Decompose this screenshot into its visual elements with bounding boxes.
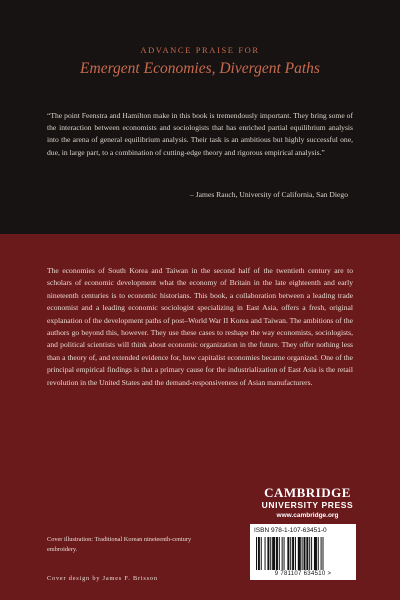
cover-design-credit: Cover design by James F. Brisson [47, 575, 158, 582]
book-title: Emergent Economies, Divergent Paths [80, 60, 320, 77]
quote-attribution: – James Rauch, University of California, San Diego [190, 190, 348, 199]
barcode-icon [254, 537, 352, 570]
isbn-text: ISBN 978-1-107-63451-0 [254, 527, 327, 534]
barcode-panel [250, 524, 356, 580]
praise-panel [0, 0, 400, 234]
praise-quote: “The point Feenstra and Hamilton make in this book is tremendously important. They bring some of the interaction between economists and sociologists that has enriched partial equilibrium analysis into the arena of general equilibrium analysis. Their task is an ambitious but highly successful one, due, in large part, to a combination of cutting-edge theory and rigorous empirical analysis.” [47, 111, 353, 157]
publisher-subtitle: UNIVERSITY PRESS [261, 500, 354, 510]
praise-label: ADVANCE PRAISE FOR [140, 45, 260, 55]
book-description: The economies of South Korea and Taiwan in the second half of the twentieth century are to scholars of economic development what the economy of Britain in the late eighteenth and early nineteenth centuries is to economic historians. This book, a collaboration between a leading trade economist and a leading economic sociologist specializing in East Asia, offers a fresh, original explanation of the development paths of post–World War II Korea and Taiwan. The ambitions of the authors go beyond this, however. They use these cases to reshape the way economists, sociologists, and political scientists will think about economic organization in the future. They offer nothing less than a theory of, and extended evidence for, how capitalist economies became organized. One of the principal empirical findings is that a primary cause for the industrialization of East Asia is the retail revolution in the United States and the demand-responsiveness of Asian manufacturers. [47, 266, 353, 387]
publisher-logo [250, 486, 365, 520]
barcode-digits: 9 781107 634510 > [274, 571, 332, 577]
cover-illustration-credit: Cover illustration: Traditional Korean nineteenth-century embroidery. [47, 536, 192, 553]
publisher-url: www.cambridge.org [276, 512, 339, 519]
publisher-name: CAMBRIDGE [264, 485, 351, 500]
